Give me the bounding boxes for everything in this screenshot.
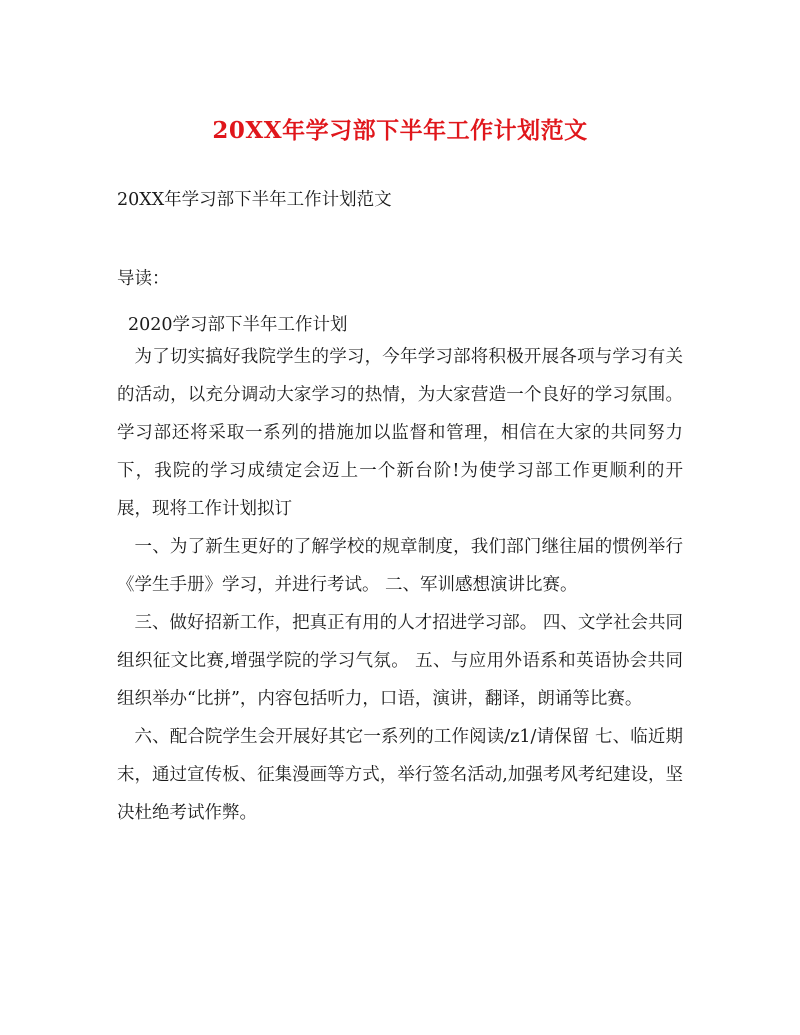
paragraph: 三、做好招新工作，把真正有用的人才招进学习部。 四、文学社会共同组织征文比赛,增强学院的学习气氛。 五、与应用外语系和英语协会共同组织举办“比拼”，内容包括听力，口语，演讲，翻译，朗诵等比赛。 [117,613,683,709]
paragraph: 六、配合院学生会开展好其它一系列的工作阅读/z1/请保留 七、临近期末，通过宣传板、征集漫画等方式，举行签名活动,加强考风考纪建设，坚决杜绝考试作弊。 [117,727,683,823]
guide-label: 导读： [117,269,170,289]
document-title: 20XX年学习部下半年工作计划范文 [212,117,588,144]
paragraph: 为了切实搞好我院学生的学习，今年学习部将积极开展各项与学习有关的活动，以充分调动大家学习的热情，为大家营造一个良好的学习氛围。学习部还将采取一系列的措施加以监督和管理，相信在大家的共同努力下，我院的学习成绩定会迈上一个新台阶!为使学习部工作更顺利的开展，现将工作计划拟订 [117,347,683,519]
body-text [117,338,683,832]
section-heading: 2020学习部下半年工作计划 [128,315,348,335]
paragraph: 一、为了新生更好的了解学校的规章制度，我们部门继往届的惯例举行《学生手册》学习，并进行考试。 二、军训感想演讲比赛。 [117,537,683,595]
document-subtitle: 20XX年学习部下半年工作计划范文 [117,190,392,210]
